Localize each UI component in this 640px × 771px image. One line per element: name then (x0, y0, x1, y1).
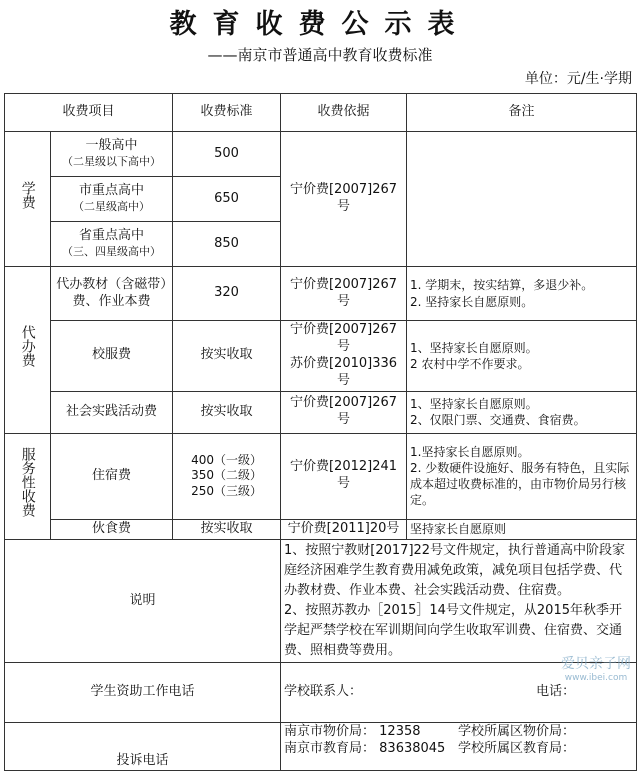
page-title: 教育收费公示表 (169, 9, 471, 40)
fee-basis: 宁价费[2007]267号 苏价费[2010]336号 (281, 321, 407, 392)
note-line: 1.坚持家长自愿原则。 (410, 444, 530, 459)
item-sub: （二星级高中） (73, 200, 150, 214)
fee-item: 伙食费 (51, 519, 173, 539)
fee-basis: 宁价费[2007]267号 (281, 267, 407, 321)
fee-basis: 宁价费[2012]241号 (281, 433, 407, 519)
fee-note (407, 391, 637, 433)
explain-text (281, 539, 637, 663)
fee-note (407, 433, 637, 519)
explain-row (5, 539, 637, 663)
fee-note (407, 321, 637, 392)
fee-note: 坚持家长自愿原则 (407, 519, 637, 539)
fee-item (51, 177, 173, 222)
explain-para: 1、按照宁教财[2017]22号文件规定，执行普通高中阶段家庭经济困难学生教育费用减免政策，减免项目包括学费、代办教材费、作业本费、社会实践活动费、住宿费。 (284, 542, 626, 598)
fee-note (407, 132, 637, 267)
fee-item: 社会实践活动费 (51, 391, 173, 433)
complaint-district-price: 学校所属区物价局： (458, 724, 576, 740)
complaint-district-edu: 学校所属区教育局： (458, 741, 576, 757)
fee-value: 按实收取 (173, 321, 281, 392)
watermark-line1: 爱贝亲子网 (561, 656, 631, 672)
header-item: 收费项目 (5, 94, 173, 132)
category-tuition (5, 132, 51, 267)
header-row (5, 94, 637, 132)
category-agency (5, 267, 51, 434)
fee-note (407, 267, 637, 321)
fee-value: 500 (173, 132, 281, 177)
item-name: 省重点高中 (79, 228, 145, 244)
watermark-line2: www.ibei.com (564, 672, 628, 683)
category-service (5, 433, 51, 539)
category-label: 代办费 (19, 325, 36, 368)
fee-value (173, 433, 281, 519)
fee-item: 住宿费 (51, 433, 173, 519)
note-line: 1、坚持家长自愿原则。 (410, 340, 538, 355)
table-row (5, 433, 637, 519)
fee-value: 按实收取 (173, 519, 281, 539)
fee-item: 代办教材（含磁带）费、作业本费 (51, 267, 173, 321)
header-note: 备注 (407, 94, 637, 132)
fee-value: 按实收取 (173, 391, 281, 433)
fee-value: 650 (173, 177, 281, 222)
table-row (5, 321, 637, 392)
page-subtitle: ——南京市普通高中教育收费标准 (207, 46, 433, 64)
watermark-logo (556, 656, 636, 684)
category-label: 服务性收费 (19, 447, 36, 518)
complaint-row (5, 723, 637, 771)
note-line: 2、仅限门票、交通费、食宿费。 (410, 413, 586, 428)
note-line: 2 农村中学不作要求。 (410, 356, 530, 371)
header-standard: 收费标准 (173, 94, 281, 132)
item-sub: （二星级以下高中） (62, 155, 161, 169)
note-line: 2. 坚持家长自愿原则。 (410, 294, 534, 309)
phone-label: 电话： (536, 684, 576, 700)
fee-item (51, 132, 173, 177)
table-row (5, 132, 637, 177)
contact-label: 学校联系人： (284, 684, 363, 700)
item-name: 市重点高中 (79, 183, 145, 199)
explain-para: 2、按照苏教办［2015］14号文件规定，从2015年秋季开学起严禁学校在军训期间向学生收取军训费、住宿费、交通费、照相费等费用。 (284, 602, 623, 659)
fee-basis: 宁价费[2007]267号 (281, 132, 407, 267)
complaint-phones (281, 723, 637, 771)
aid-label: 学生资助工作电话 (5, 663, 281, 723)
complaint-price-bureau: 南京市物价局： 12358 (284, 724, 421, 740)
note-line: 1. 学期末，按实结算，多退少补。 (410, 278, 594, 293)
fee-value: 850 (173, 222, 281, 267)
item-name: 一般高中 (85, 138, 138, 154)
note-line: 2. 少数硬件设施好、服务有特色，且实际成本超过收费标准的，由市物价局另行核定。 (410, 460, 630, 508)
table-row (5, 267, 637, 321)
note-line: 1、坚持家长自愿原则。 (410, 396, 538, 411)
explain-label: 说明 (5, 539, 281, 663)
table-row (5, 391, 637, 433)
category-label: 学费 (19, 181, 36, 210)
fee-basis: 宁价费[2007]267号 (281, 391, 407, 433)
fee-item (51, 222, 173, 267)
fee-item: 校服费 (51, 321, 173, 392)
unit-label: 单位：元/生·学期 (524, 71, 632, 87)
complaint-edu-bureau: 南京市教育局： 83638045 (284, 741, 446, 757)
header-basis: 收费依据 (281, 94, 407, 132)
complaint-label: 投诉电话 (5, 723, 281, 771)
item-sub: （三、四星级高中） (62, 245, 161, 259)
fee-line: 400（一级） (191, 452, 262, 467)
fee-basis: 宁价费[2011]20号 (281, 519, 407, 539)
table-row (5, 519, 637, 539)
fee-line: 250（三级） (191, 483, 262, 498)
aid-row (5, 663, 637, 723)
fee-line: 350（二级） (191, 468, 262, 483)
fee-value: 320 (173, 267, 281, 321)
fee-table (4, 93, 637, 771)
